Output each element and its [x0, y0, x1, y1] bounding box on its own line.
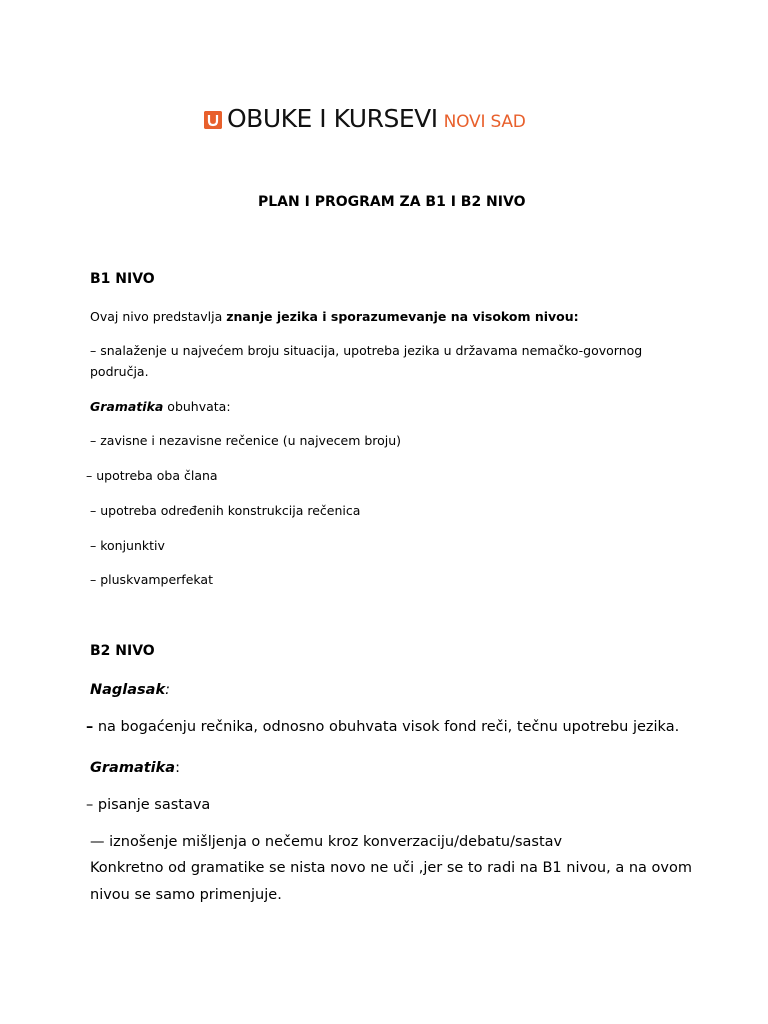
b1-grammar-word: Gramatika — [90, 399, 164, 414]
brand-name: OBUKE I KURSEVI — [227, 104, 438, 133]
list-item: – upotreba određenih konstrukcija rečenica — [90, 503, 361, 518]
b1-grammar-label — [90, 399, 231, 414]
list-item: – konjunktiv — [90, 538, 165, 553]
b1-intro-emphasis: znanje jezika i sporazumevanje na visokom nivou: — [226, 309, 579, 324]
b2-grammar-colon: : — [175, 760, 180, 776]
b2-heading: B2 NIVO — [90, 643, 155, 659]
b2-emphasis-colon: : — [165, 682, 171, 698]
b1-item1-line1: – snalaženje u najvećem broju situacija, upotreba jezika u državama nemačko-govornog — [90, 343, 643, 358]
b2-emphasis-word: Naglasak — [90, 682, 166, 698]
b2-emphasis-text — [86, 719, 679, 735]
list-item: — iznošenje mišljenja o nečemu kroz konverzaciju/debatu/sastav — [90, 834, 563, 850]
list-item: – pisanje sastava — [86, 797, 211, 813]
b2-note-line1: Konkretno od gramatike se nista novo ne uči ,jer se to radi na B1 nivou, a na ovom — [90, 860, 692, 876]
b1-intro-text: Ovaj nivo predstavlja — [90, 309, 227, 324]
b2-emphasis-body: na bogaćenju rečnika, odnosno obuhvata visok fond reči, tečnu upotrebu jezika. — [93, 719, 680, 735]
b1-intro — [90, 309, 579, 324]
list-item: – upotreba oba člana — [86, 468, 218, 483]
b2-emphasis-label — [90, 682, 170, 698]
page-title: PLAN I PROGRAM ZA B1 I B2 NIVO — [258, 194, 526, 210]
b1-heading: B1 NIVO — [90, 271, 155, 287]
b1-grammar-rest: obuhvata: — [163, 399, 231, 414]
brand-logo — [204, 103, 526, 135]
list-item: – pluskvamperfekat — [90, 572, 213, 587]
b2-grammar-word: Gramatika — [90, 760, 176, 776]
b1-item1-line2: područja. — [90, 364, 149, 379]
b2-grammar-label — [90, 760, 180, 776]
list-item: – zavisne i nezavisne rečenice (u najvecem broju) — [90, 433, 402, 448]
b2-emphasis-dash: – — [86, 719, 94, 735]
b2-note-line2: nivou se samo primenjuje. — [90, 887, 282, 903]
brand-logo-icon — [204, 111, 222, 129]
brand-city: NOVI SAD — [443, 112, 526, 132]
